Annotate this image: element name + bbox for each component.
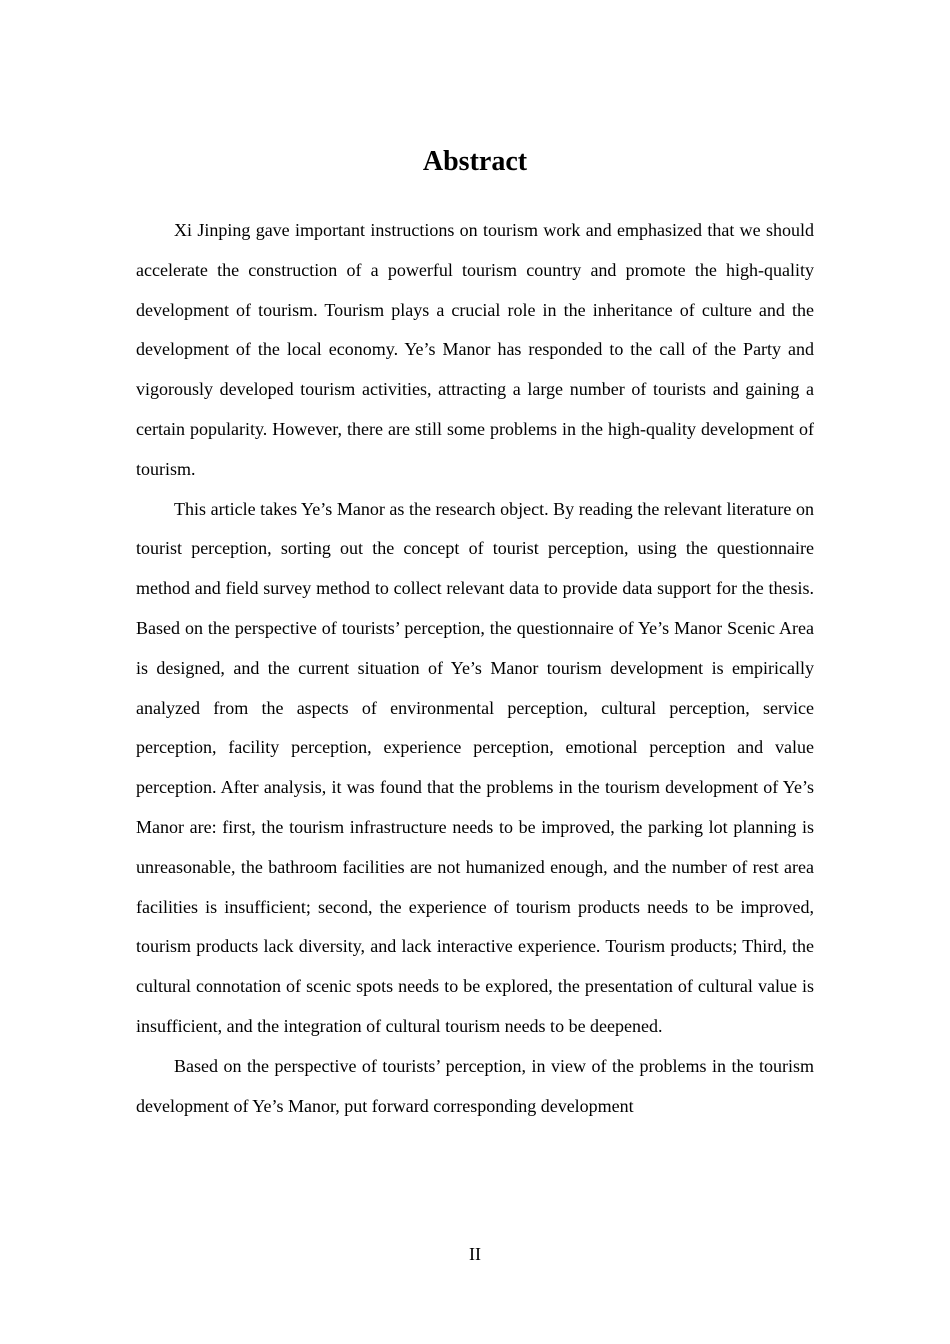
abstract-title: Abstract (422, 146, 528, 177)
abstract-paragraph-1: Xi Jinping gave important instructions on tourism work and emphasized that we should accelerate the construction of a powerful tourism country and promote the high-quality development of tourism. Tourism plays a crucial role in the inheritance of culture and the development of the local economy. Ye’s Manor has responded to the call of the Party and vigorously developed tourism activities, attracting a large number of tourists and gaining a certain popularity. However, there are still some problems in the high-quality development of tourism. (136, 220, 814, 479)
abstract-paragraph-2: This article takes Ye’s Manor as the research object. By reading the relevant literature on tourist perception, sorting out the concept of tourist perception, using the questionnaire method and field survey method to collect relevant data to provide data support for the thesis. Based on the perspective of tourists’ perception, the questionnaire of Ye’s Manor Scenic Area is designed, and the current situation of Ye’s Manor tourism development is empirically analyzed from the aspects of environmental perception, cultural perception, service perception, facility perception, experience perception, emotional perception and value perception. After analysis, it was found that the problems in the tourism development of Ye’s Manor are: first, the tourism infrastructure needs to be improved, the parking lot planning is unreasonable, the bathroom facilities are not humanized enough, and the number of rest area facilities is insufficient; second, the experience of tourism products needs to be improved, tourism products lack diversity, and lack interactive experience. Tourism products; Third, the cultural connotation of scenic spots needs to be explored, the presentation of cultural value is insufficient, and the integration of cultural tourism needs to be deepened. (136, 498, 814, 1036)
abstract-body (136, 211, 814, 1126)
abstract-paragraph-3: Based on the perspective of tourists’ perception, in view of the problems in the tourism development of Ye’s Manor, put forward corresponding development (136, 1055, 814, 1116)
page-number: II (469, 1244, 481, 1264)
